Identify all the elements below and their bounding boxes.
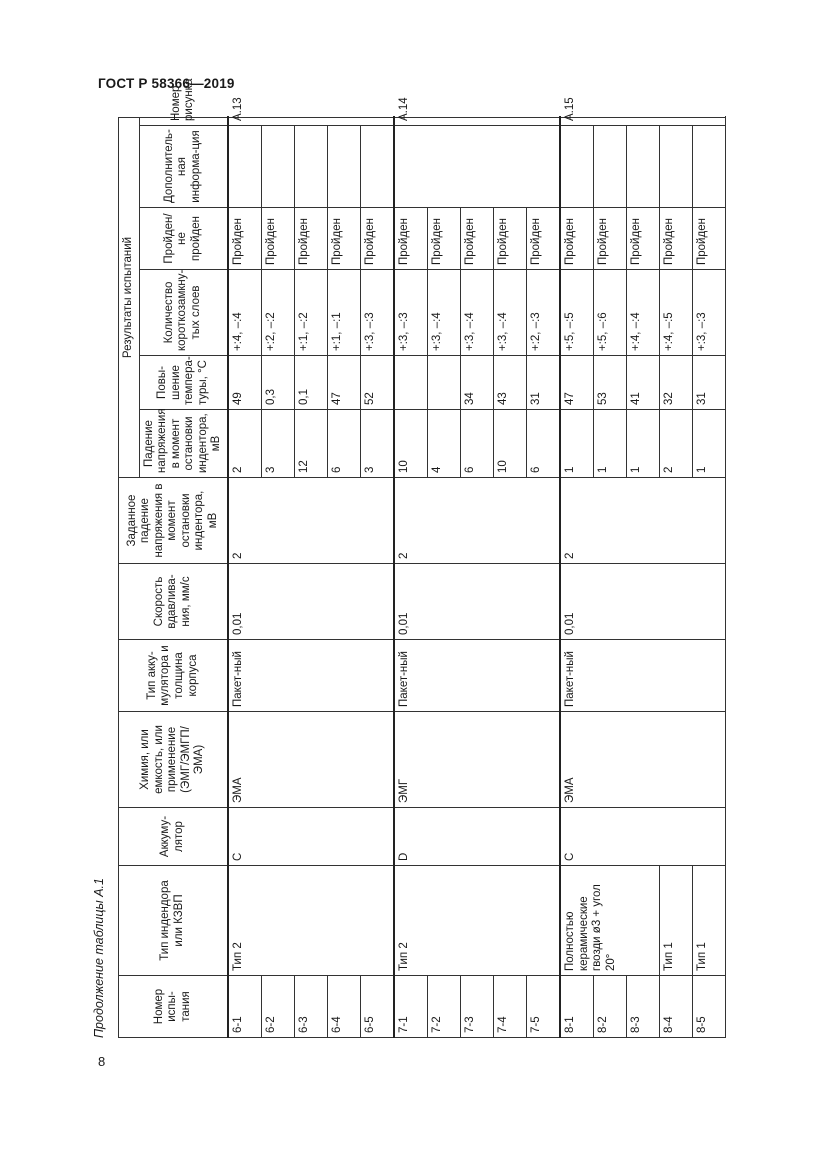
table-row xyxy=(560,117,594,1037)
cell-result: Пройден xyxy=(526,208,560,270)
cell-result: Пройден xyxy=(627,208,660,270)
cell-set-voltage-drop: 2 xyxy=(560,478,725,564)
cell-test-number: 6-2 xyxy=(262,976,295,1038)
cell-temp-rise: 34 xyxy=(461,356,494,410)
cell-voltage-drop: 1 xyxy=(627,410,660,478)
cell-figure-number: А.13 xyxy=(228,117,394,125)
cell-additional-info xyxy=(360,126,394,208)
table-continuation-label: Продолжение таблицы А.1 xyxy=(92,878,106,1038)
header-chemistry: Химия, или емкость, или применение (ЭМГ/ЭМГП/ЭМА) xyxy=(119,712,228,808)
table-row xyxy=(228,117,262,1037)
cell-result: Пройден xyxy=(494,208,527,270)
cell-test-number: 7-2 xyxy=(428,976,461,1038)
cell-speed: 0,01 xyxy=(394,564,560,640)
cell-short-layers: +:4, –:4 xyxy=(627,270,660,356)
cell-short-layers: +:2, –:3 xyxy=(526,270,560,356)
cell-test-number: 6-1 xyxy=(228,976,262,1038)
cell-temp-rise: 47 xyxy=(327,356,360,410)
cell-short-layers: +:3, –:3 xyxy=(394,270,428,356)
cell-result: Пройден xyxy=(560,208,594,270)
cell-indenter: Тип 1 xyxy=(692,866,725,976)
cell-voltage-drop: 2 xyxy=(228,410,262,478)
cell-additional-info xyxy=(327,126,360,208)
header-voltage-drop: Падение напряжения в момент остановки индентора, мВ xyxy=(139,410,228,478)
cell-temp-rise xyxy=(428,356,461,410)
cell-short-layers: +:5, –:6 xyxy=(594,270,627,356)
cell-result: Пройден xyxy=(660,208,693,270)
cell-additional-info xyxy=(295,126,328,208)
header-additional-info: Дополнитель-ная информа-ция xyxy=(139,126,228,208)
header-speed: Скорость вдавлива-ния, мм/с xyxy=(119,564,228,640)
cell-test-number: 8-3 xyxy=(627,976,660,1038)
header-results-group: Результаты испытаний xyxy=(119,117,140,477)
header-battery-type: Тип акку-мулятора и толщина корпуса xyxy=(119,640,228,712)
cell-short-layers: +:4, –:5 xyxy=(660,270,693,356)
header-indenter-type: Тип индендора или КЗВП xyxy=(119,866,228,976)
cell-short-layers: +:5, –:5 xyxy=(560,270,594,356)
cell-temp-rise: 43 xyxy=(494,356,527,410)
cell-additional-info xyxy=(560,126,594,208)
cell-additional-info xyxy=(228,126,262,208)
cell-test-number: 8-2 xyxy=(594,976,627,1038)
cell-temp-rise: 41 xyxy=(627,356,660,410)
cell-voltage-drop: 6 xyxy=(461,410,494,478)
cell-temp-rise: 0,1 xyxy=(295,356,328,410)
cell-short-layers: +:3, –:4 xyxy=(428,270,461,356)
cell-result: Пройден xyxy=(327,208,360,270)
cell-temp-rise: 32 xyxy=(660,356,693,410)
cell-voltage-drop: 1 xyxy=(692,410,725,478)
cell-voltage-drop: 3 xyxy=(360,410,394,478)
cell-test-number: 8-1 xyxy=(560,976,594,1038)
cell-chemistry: ЭМА xyxy=(228,712,394,808)
cell-battery-type: Пакет-ный xyxy=(228,640,394,712)
cell-voltage-drop: 1 xyxy=(560,410,594,478)
cell-battery: С xyxy=(228,808,394,866)
cell-short-layers: +:2, –:2 xyxy=(262,270,295,356)
cell-temp-rise: 47 xyxy=(560,356,594,410)
cell-voltage-drop: 4 xyxy=(428,410,461,478)
cell-battery-type: Пакет-ный xyxy=(560,640,725,712)
cell-chemistry: ЭМГ xyxy=(394,712,560,808)
cell-additional-info xyxy=(627,126,660,208)
cell-test-number: 7-5 xyxy=(526,976,560,1038)
cell-indenter: Тип 2 xyxy=(228,866,394,976)
cell-set-voltage-drop: 2 xyxy=(394,478,560,564)
cell-test-number: 8-5 xyxy=(692,976,725,1038)
header-set-voltage-drop: Заданное падение напряжения в момент остановки индентора, мВ xyxy=(119,478,228,564)
header-figure-number: Номер рисунка xyxy=(139,117,228,125)
cell-short-layers: +:4, –:4 xyxy=(228,270,262,356)
cell-short-layers: +:3, –:4 xyxy=(461,270,494,356)
cell-result: Пройден xyxy=(228,208,262,270)
cell-speed: 0,01 xyxy=(560,564,725,640)
cell-additional-info xyxy=(262,126,295,208)
cell-voltage-drop: 12 xyxy=(295,410,328,478)
cell-result: Пройден xyxy=(360,208,394,270)
cell-short-layers: +:3, –:3 xyxy=(360,270,394,356)
header-short-layers: Количество короткозамкну-тых слоев xyxy=(139,270,228,356)
cell-voltage-drop: 3 xyxy=(262,410,295,478)
cell-test-number: 6-3 xyxy=(295,976,328,1038)
cell-test-number: 8-4 xyxy=(660,976,693,1038)
cell-battery-type: Пакет-ный xyxy=(394,640,560,712)
cell-battery: С xyxy=(560,808,725,866)
table-row xyxy=(394,117,428,1037)
cell-battery: D xyxy=(394,808,560,866)
cell-additional-info xyxy=(692,126,725,208)
cell-test-number: 6-4 xyxy=(327,976,360,1038)
header-temp-rise: Повы-шение темпера-туры, °С xyxy=(139,356,228,410)
cell-set-voltage-drop: 2 xyxy=(228,478,394,564)
cell-temp-rise: 31 xyxy=(692,356,725,410)
cell-figure-number: А.15 xyxy=(560,117,725,125)
cell-short-layers: +:1, –:2 xyxy=(295,270,328,356)
cell-indenter: Тип 2 xyxy=(394,866,560,976)
cell-temp-rise xyxy=(394,356,428,410)
cell-result: Пройден xyxy=(428,208,461,270)
cell-short-layers: +:3, –:3 xyxy=(692,270,725,356)
cell-voltage-drop: 10 xyxy=(494,410,527,478)
cell-voltage-drop: 6 xyxy=(327,410,360,478)
cell-test-number: 7-3 xyxy=(461,976,494,1038)
header-pass-fail: Пройден/ не пройден xyxy=(139,208,228,270)
header-battery: Аккуму-лятор xyxy=(119,808,228,866)
cell-temp-rise: 52 xyxy=(360,356,394,410)
cell-additional-info xyxy=(394,126,560,208)
cell-voltage-drop: 2 xyxy=(660,410,693,478)
cell-test-number: 6-5 xyxy=(360,976,394,1038)
page-number: 8 xyxy=(98,1054,106,1069)
cell-additional-info xyxy=(660,126,693,208)
cell-indenter: Полностью керамические гвозди ø3 + угол 20° xyxy=(560,866,659,976)
cell-figure-number: А.14 xyxy=(394,117,560,125)
cell-speed: 0,01 xyxy=(228,564,394,640)
cell-voltage-drop: 1 xyxy=(594,410,627,478)
standard-code: ГОСТ Р 58366—2019 xyxy=(98,76,235,91)
cell-result: Пройден xyxy=(262,208,295,270)
cell-short-layers: +:1, –:1 xyxy=(327,270,360,356)
cell-voltage-drop: 6 xyxy=(526,410,560,478)
cell-short-layers: +:3, –:4 xyxy=(494,270,527,356)
cell-test-number: 7-1 xyxy=(394,976,428,1038)
cell-temp-rise: 53 xyxy=(594,356,627,410)
header-test-number: Номер испы-тания xyxy=(119,976,228,1038)
cell-test-number: 7-4 xyxy=(494,976,527,1038)
cell-temp-rise: 49 xyxy=(228,356,262,410)
cell-result: Пройден xyxy=(394,208,428,270)
cell-result: Пройден xyxy=(594,208,627,270)
cell-temp-rise: 0,3 xyxy=(262,356,295,410)
cell-result: Пройден xyxy=(692,208,725,270)
cell-result: Пройден xyxy=(295,208,328,270)
cell-temp-rise: 31 xyxy=(526,356,560,410)
cell-indenter: Тип 1 xyxy=(660,866,693,976)
cell-voltage-drop: 10 xyxy=(394,410,428,478)
cell-additional-info xyxy=(594,126,627,208)
cell-result: Пройден xyxy=(461,208,494,270)
cell-chemistry: ЭМА xyxy=(560,712,725,808)
